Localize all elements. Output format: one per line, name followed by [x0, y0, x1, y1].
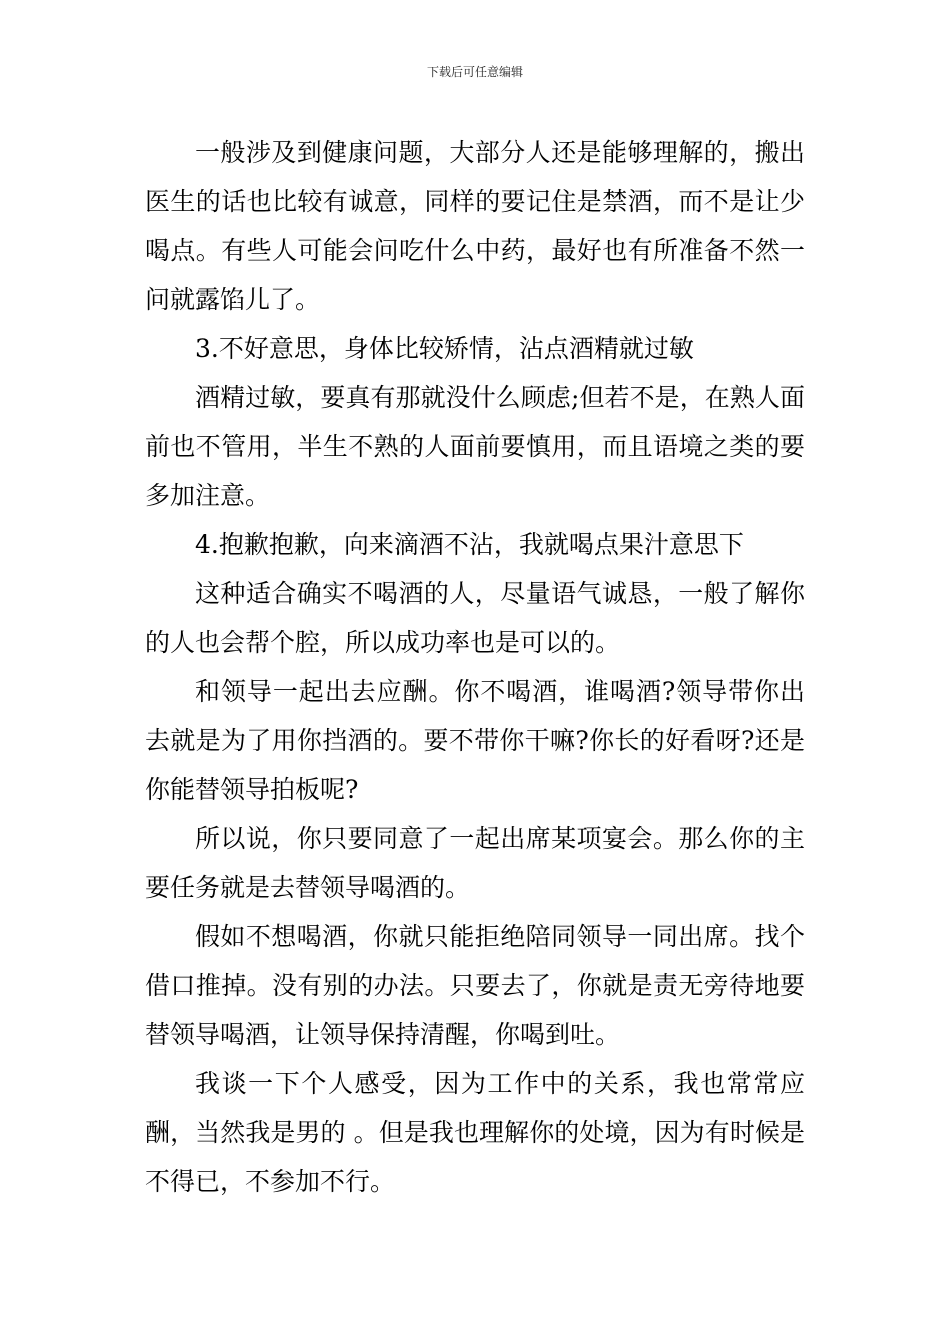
paragraph-allergy: 酒精过敏，要真有那就没什么顾虑;但若不是，在熟人面前也不管用，半生不熟的人面前要慎用，而且语境之类的要多加注意。	[145, 383, 805, 510]
paragraph-refuse: 假如不想喝酒，你就只能拒绝陪同领导一同出席。找个借口推掉。没有别的办法。只要去了，你就是责无旁待地要替领导喝酒，让领导保持清醒，你喝到吐。	[145, 922, 805, 1049]
paragraph-with-leader: 和领导一起出去应酬。你不喝酒，谁喝酒?领导带你出去就是为了用你挡酒的。要不带你干嘛?你长的好看呀?还是你能替领导拍板呢?	[145, 677, 805, 804]
paragraph-health-excuse: 一般涉及到健康问题，大部分人还是能够理解的，搬出医生的话也比较有诚意，同样的要记住是禁酒，而不是让少喝点。有些人可能会问吃什么中药，最好也有所准备不然一问就露馅儿了。	[145, 138, 805, 314]
paragraph-personal: 我谈一下个人感受，因为工作中的关系，我也常常应酬，当然我是男的 。但是我也理解你的处境，因为有时候是不得已，不参加不行。	[145, 1069, 805, 1196]
paragraph-heading-4: 4.抱歉抱歉，向来滴酒不沾，我就喝点果汁意思下	[195, 530, 744, 559]
document-body	[145, 128, 805, 1206]
paragraph-non-drinker: 这种适合确实不喝酒的人，尽量语气诚恳，一般了解你的人也会帮个腔，所以成功率也是可以的。	[145, 579, 805, 657]
paragraph-so-said: 所以说，你只要同意了一起出席某项宴会。那么你的主要任务就是去替领导喝酒的。	[145, 824, 805, 902]
paragraph-heading-3: 3.不好意思，身体比较矫情，沾点酒精就过敏	[195, 334, 694, 363]
page-header-note: 下载后可任意编辑	[426, 65, 523, 79]
